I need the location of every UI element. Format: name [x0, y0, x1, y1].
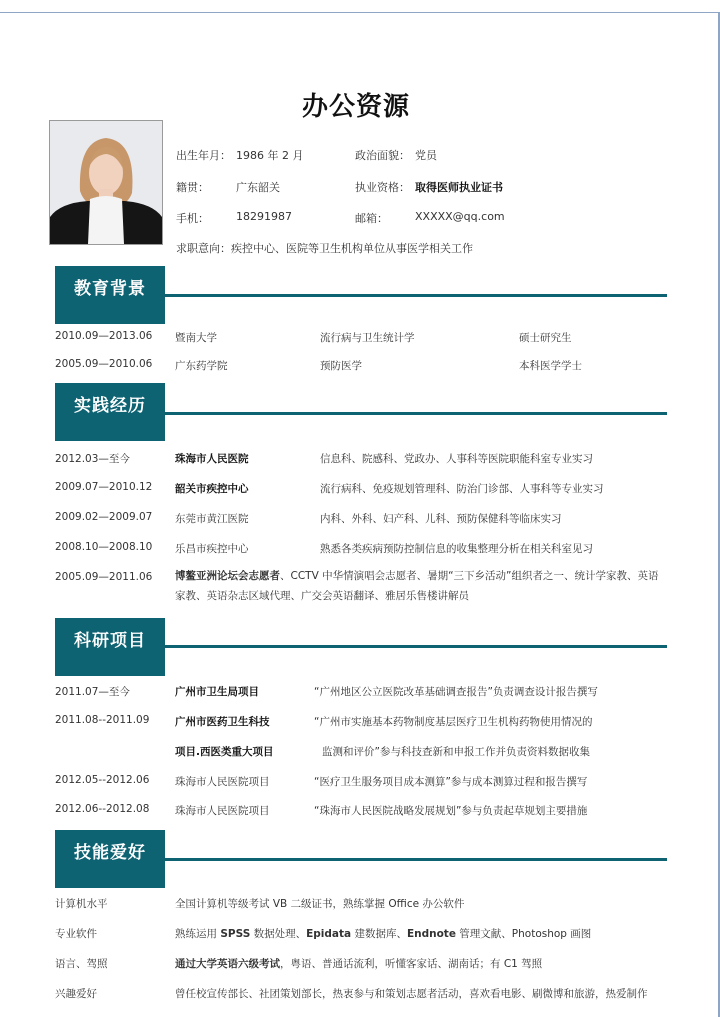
phone-label: 手机： — [176, 212, 209, 225]
practice-desc: 信息科、院感科、党政办、人事科等医院职能科室专业实习 — [320, 453, 593, 465]
origin-label: 籍贯： — [176, 181, 209, 194]
section-practice-header — [55, 383, 165, 441]
research-desc: 监测和评价”参与科技查新和申报工作并负责资料数据收集 — [322, 746, 590, 758]
skill-software-spss: SPSS — [220, 928, 251, 940]
practice-date: 2005.09—2011.06 — [55, 571, 153, 583]
research-org: 珠海市人民医院项目 — [175, 805, 270, 817]
license-value: 取得医师执业证书 — [415, 181, 503, 194]
email-label: 邮箱： — [355, 212, 388, 225]
skill-software-epidata: Epidata — [306, 928, 352, 940]
education-school: 广东药学院 — [175, 360, 228, 372]
portrait-image — [50, 121, 162, 244]
research-desc: “广州地区公立医院改革基础调查报告”负责调查设计报告撰写 — [314, 686, 598, 698]
research-desc: “广州市实施基本药物制度基层医疗卫生机构药物使用情况的 — [314, 716, 593, 728]
education-school: 暨南大学 — [175, 332, 217, 344]
research-desc: “珠海市人民医院战略发展规划”参与负责起草规划主要措施 — [314, 805, 588, 817]
birth-label: 出生年月： — [176, 149, 231, 162]
practice-desc: 、CCTV 中华情演唱会志愿者、暑期“三下乡活动”组织者之一、统计学家教、英语家教、英语杂志区域代理、广交会英语翻译、雅居乐售楼讲解员 — [175, 570, 659, 602]
practice-date: 2008.10—2008.10 — [55, 541, 153, 553]
skill-value — [175, 926, 591, 941]
section-education-divider — [165, 294, 667, 297]
research-org: 广州市卫生局项目 — [175, 686, 259, 698]
practice-date: 2009.02—2009.07 — [55, 511, 153, 523]
profile-photo — [49, 120, 163, 245]
practice-org: 博鳌亚洲论坛会志愿者 — [175, 570, 280, 582]
section-skills-divider — [165, 858, 667, 861]
practice-org: 东莞市黄江医院 — [175, 513, 249, 525]
practice-org: 乐昌市疾控中心 — [175, 543, 249, 555]
skill-text: 熟练运用 — [175, 928, 221, 940]
section-practice-title: 实践经历 — [74, 396, 146, 416]
origin-value: 广东韶关 — [236, 181, 280, 194]
skill-label: 专业软件 — [55, 928, 97, 940]
practice-date: 2009.07—2010.12 — [55, 481, 153, 493]
skill-value — [175, 956, 542, 971]
education-degree: 本科医学学士 — [519, 360, 582, 372]
practice-desc: 内科、外科、妇产科、儿科、预防保健科等临床实习 — [320, 513, 562, 525]
skill-value: 曾任校宣传部长、社团策划部长，热衷参与和策划志愿者活动，喜欢看电影、刷微博和旅游，热爱制作 — [175, 988, 648, 1000]
phone-value: 18291987 — [236, 210, 292, 223]
politics-label: 政治面貌： — [355, 149, 410, 162]
skill-cet6: 通过大学英语六级考试 — [175, 958, 280, 970]
section-research-header — [55, 618, 165, 676]
skill-software-endnote: Endnote — [406, 928, 456, 940]
practice-org: 珠海市人民医院 — [175, 453, 249, 465]
practice-org: 韶关市疾控中心 — [175, 483, 249, 495]
research-org: 项目.西医类重大项目 — [175, 746, 274, 758]
politics-value: 党员 — [415, 149, 437, 162]
skill-label: 兴趣爱好 — [55, 988, 97, 1000]
birth-value: 1986 年 2 月 — [236, 149, 304, 162]
research-date: 2011.08--2011.09 — [55, 714, 150, 726]
education-major: 预防医学 — [320, 360, 362, 372]
section-skills-title: 技能爱好 — [74, 843, 146, 863]
research-org: 广州市医药卫生科技 — [175, 716, 270, 728]
research-org: 珠海市人民医院项目 — [175, 776, 270, 788]
skill-text: 管理文献、Photoshop 画图 — [455, 928, 592, 940]
section-education-header — [55, 266, 165, 324]
section-education-title: 教育背景 — [74, 279, 146, 299]
research-date: 2012.06--2012.08 — [55, 803, 150, 815]
skill-label: 语言、驾照 — [55, 958, 108, 970]
education-date: 2010.09—2013.06 — [55, 330, 153, 342]
email-value[interactable]: XXXXX@qq.com — [415, 210, 505, 223]
section-research-title: 科研项目 — [74, 631, 146, 651]
section-skills-header — [55, 830, 165, 888]
practice-desc: 熟悉各类疾病预防控制信息的收集整理分析在相关科室见习 — [320, 543, 593, 555]
skill-value: 全国计算机等级考试 VB 二级证书，熟练掌握 Office 办公软件 — [175, 898, 465, 910]
education-major: 流行病与卫生统计学 — [320, 332, 415, 344]
page-border-top — [0, 12, 720, 13]
section-practice-divider — [165, 412, 667, 415]
section-research-divider — [165, 645, 667, 648]
practice-detail — [175, 566, 665, 606]
resume-title: 办公资源 — [301, 92, 410, 122]
skill-text: 建数据库、 — [351, 928, 407, 940]
skill-label: 计算机水平 — [55, 898, 108, 910]
research-date: 2011.07—至今 — [55, 686, 130, 698]
education-degree: 硕士研究生 — [519, 332, 572, 344]
license-label: 执业资格： — [355, 181, 410, 194]
education-date: 2005.09—2010.06 — [55, 358, 153, 370]
practice-date: 2012.03—至今 — [55, 453, 130, 465]
research-desc: “医疗卫生服务项目成本测算”参与成本测算过程和报告撰写 — [314, 776, 588, 788]
skill-text: 数据处理、 — [250, 928, 307, 940]
practice-desc: 流行病科、免疫规划管理科、防治门诊部、人事科等专业实习 — [320, 483, 604, 495]
research-date: 2012.05--2012.06 — [55, 774, 150, 786]
job-objective: 求职意向：疾控中心、医院等卫生机构单位从事医学相关工作 — [176, 242, 473, 255]
skill-text: ，粤语、普通话流利，听懂客家话、湖南话；有 C1 驾照 — [280, 958, 543, 970]
